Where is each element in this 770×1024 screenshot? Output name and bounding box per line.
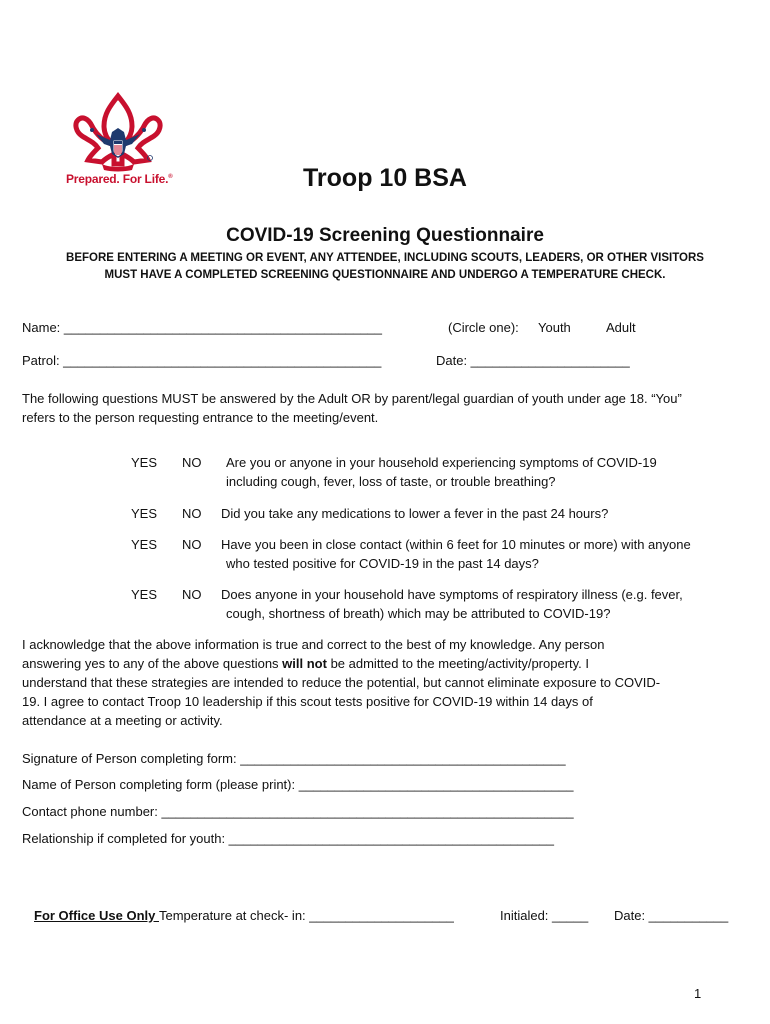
circle-one-label: (Circle one): <box>448 320 519 335</box>
q4-text-line-1: Does anyone in your household have symptoms of respiratory illness (e.g. fever, <box>221 587 683 602</box>
acknowledge-line-1: I acknowledge that the above information is true and correct to the best of my knowledge. Any person <box>22 637 605 652</box>
troop-title: Troop 10 BSA <box>303 164 467 192</box>
q1-text-line-1: Are you or anyone in your household experiencing symptoms of COVID-19 <box>226 455 657 470</box>
youth-option[interactable]: Youth <box>538 320 571 335</box>
warning-line-2: MUST HAVE A COMPLETED SCREENING QUESTIONNAIRE AND UNDERGO A TEMPERATURE CHECK. <box>104 269 666 281</box>
q3-text-line-1: Have you been in close contact (within 6 feet for 10 minutes or more) with anyone <box>221 537 691 552</box>
acknowledge-line-4: 19. I agree to contact Troop 10 leadership if this scout tests positive for COVID-19 within 14 days of <box>22 694 593 709</box>
relationship-field[interactable]: Relationship if completed for youth: _____________________________________________ <box>22 831 555 846</box>
acknowledge-line-3: understand that these strategies are intended to reduce the potential, but cannot eliminate exposure to COVID- <box>22 675 661 690</box>
office-date-field[interactable]: Date: ___________ <box>614 908 729 923</box>
phone-field[interactable]: Contact phone number: _________________________________________________________ <box>22 804 574 819</box>
q1-text-line-2: including cough, fever, loss of taste, or trouble breathing? <box>226 474 556 489</box>
q3-no[interactable]: NO <box>182 537 202 552</box>
q3-text-line-2: who tested positive for COVID-19 in the past 14 days? <box>226 556 539 571</box>
q2-no[interactable]: NO <box>182 506 202 521</box>
intro-line-2: refers to the person requesting entrance to the meeting/event. <box>22 410 379 425</box>
date-field[interactable]: Date: ______________________ <box>436 353 630 368</box>
intro-line-1: The following questions MUST be answered by the Adult OR by parent/legal guardian of youth under age 18. “You” <box>22 391 682 406</box>
q2-text-line-1: Did you take any medications to lower a fever in the past 24 hours? <box>221 506 609 521</box>
q2-yes[interactable]: YES <box>131 506 158 521</box>
form-title: COVID-19 Screening Questionnaire <box>226 225 544 246</box>
signature-field[interactable]: Signature of Person completing form: _____________________________________________ <box>22 751 566 766</box>
temperature-field[interactable]: Temperature at check- in: ____________________ <box>158 908 454 923</box>
acknowledge-line-5: attendance at a meeting or activity. <box>22 713 223 728</box>
q4-no[interactable]: NO <box>182 587 202 602</box>
office-use-label: For Office Use Only <box>34 908 159 923</box>
office-use-row <box>34 908 454 923</box>
q4-yes[interactable]: YES <box>131 587 158 602</box>
q1-no[interactable]: NO <box>182 455 202 470</box>
initialed-field[interactable]: Initialed: _____ <box>500 908 589 923</box>
warning-line-1: BEFORE ENTERING A MEETING OR EVENT, ANY ATTENDEE, INCLUDING SCOUTS, LEADERS, OR OTHER VISITORS <box>66 252 704 264</box>
q1-yes[interactable]: YES <box>131 455 158 470</box>
name-field[interactable]: Name: ____________________________________________ <box>22 320 383 335</box>
q4-text-line-2: cough, shortness of breath) which may be attributed to COVID-19? <box>226 606 611 621</box>
acknowledge-line-2: answering yes to any of the above questions will not be admitted to the meeting/activity/property. I <box>22 656 590 671</box>
patrol-field[interactable]: Patrol: ____________________________________________ <box>22 353 382 368</box>
printed-name-field[interactable]: Name of Person completing form (please print): ______________________________________ <box>22 777 574 792</box>
adult-option[interactable]: Adult <box>606 320 636 335</box>
q3-yes[interactable]: YES <box>131 537 158 552</box>
brand-tagline: Prepared. For Life.® <box>66 172 173 186</box>
page-number: 1 <box>694 986 702 1001</box>
